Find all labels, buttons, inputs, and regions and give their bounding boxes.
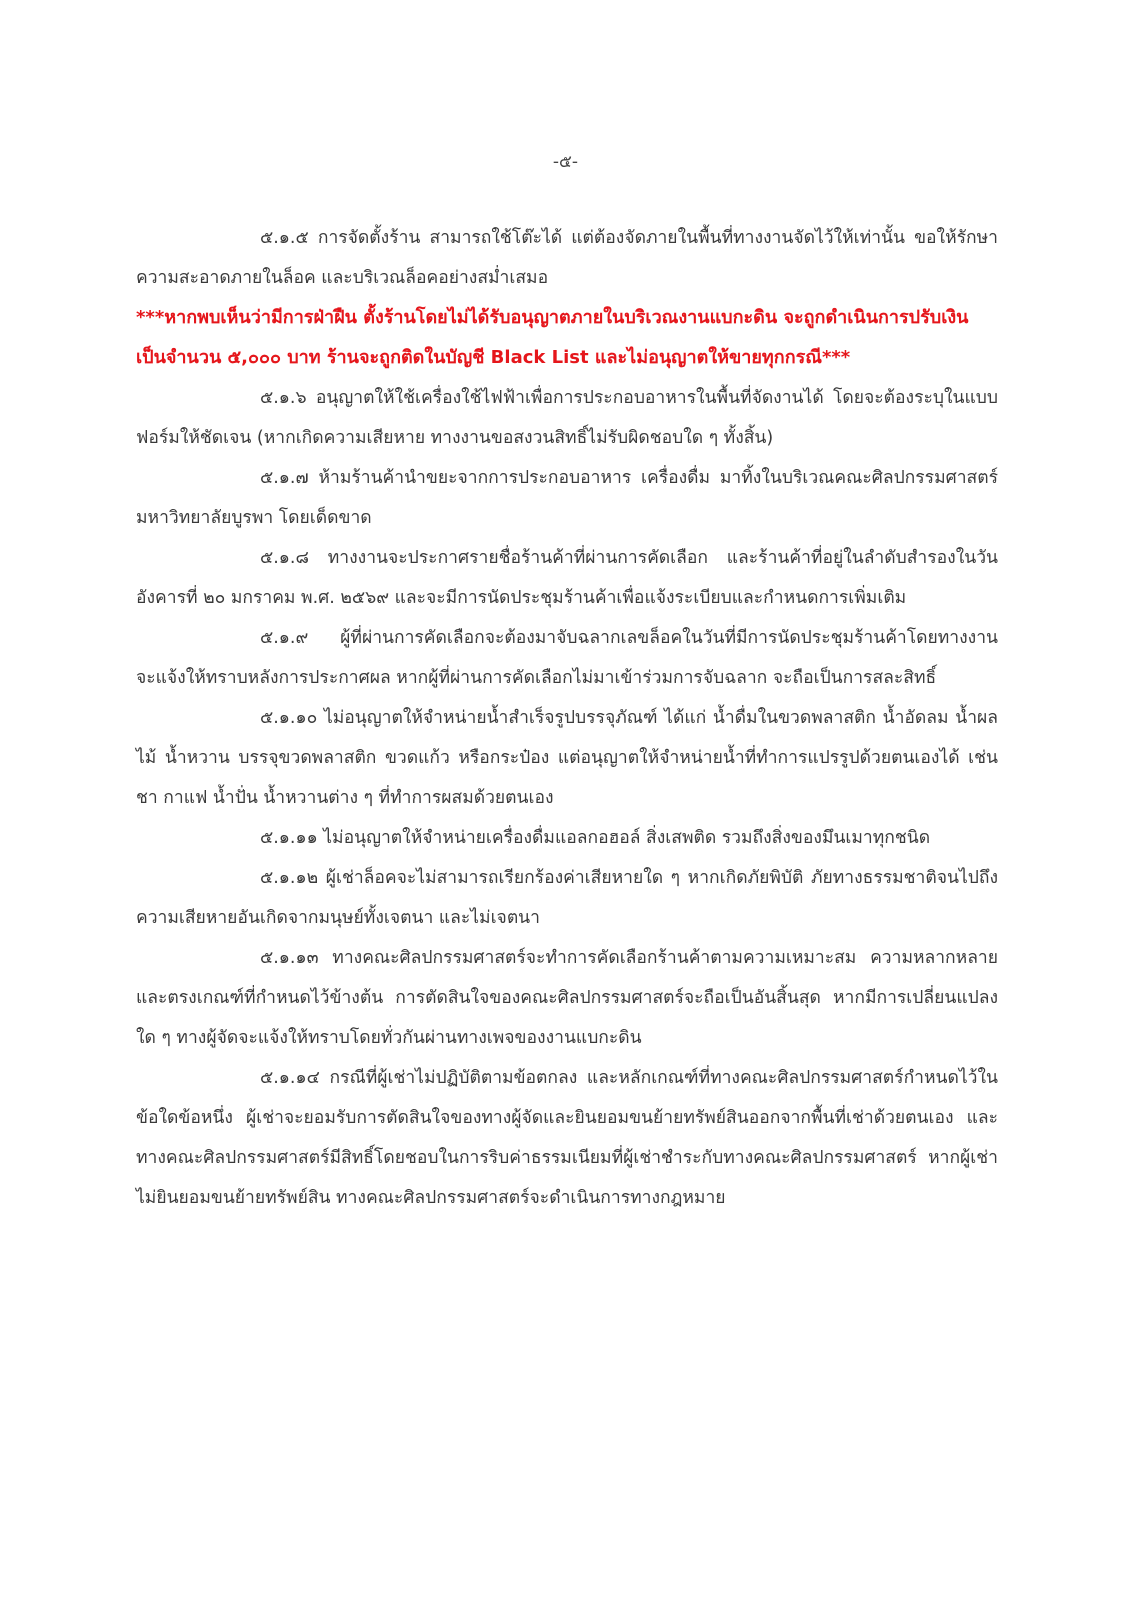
- clause-text: ๕.๑.๖ อนุญาตให้ใช้เครื่องใช้ไฟฟ้าเพื่อการประกอบอาหารในพื้นที่จัดงานได้ โดยจะต้องระบุในแบบฟอร์มให้ชัดเจน (หากเกิดความเสียหาย ทางงานขอสงวนสิทธิ์ไม่รับผิดชอบใด ๆ ทั้งสิ้น): [136, 388, 998, 448]
- warning-notice: ***หากพบเห็นว่ามีการฝ่าฝืน ตั้งร้านโดยไม่ได้รับอนุญาตภายในบริเวณงานแบกะดิน จะถูกดำเนินการปรับเงินเป็นจำนวน ๕,๐๐๐ บาท ร้านจะถูกติดในบัญชี Black List และไม่อนุญาตให้ขายทุกกรณี***: [136, 307, 969, 368]
- clause-5-1-14: [136, 1058, 998, 1218]
- clause-5-1-11: [136, 818, 998, 858]
- clause-text: ๕.๑.๑๑ ไม่อนุญาตให้จำหน่ายเครื่องดื่มแอลกอฮอล์ สิ่งเสพติด รวมถึงสิ่งของมึนเมาทุกชนิด: [260, 828, 931, 848]
- clause-text: ๕.๑.๑๓ ทางคณะศิลปกรรมศาสตร์จะทำการคัดเลือกร้านค้าตามความเหมาะสม ความหลากหลาย และตรงเกณฑ์ที่กำหนดไว้ข้างต้น การตัดสินใจของคณะศิลปกรรมศาสตร์จะถือเป็นอันสิ้นสุด หากมีการเปลี่ยนแปลงใด ๆ ทางผู้จัดจะแจ้งให้ทราบโดยทั่วกันผ่านทางเพจของงานแบกะดิน: [136, 948, 998, 1048]
- clause-5-1-12: [136, 858, 998, 938]
- document-body: [136, 218, 998, 1218]
- clause-5-1-10: [136, 698, 998, 818]
- clause-text: ๕.๑.๑๒ ผู้เช่าล็อคจะไม่สามารถเรียกร้องค่าเสียหายใด ๆ หากเกิดภัยพิบัติ ภัยทางธรรมชาติจนไปถึงความเสียหายอันเกิดจากมนุษย์ทั้งเจตนา และไม่เจตนา: [136, 868, 998, 928]
- clause-5-1-13: [136, 938, 998, 1058]
- clause-5-1-6: [136, 378, 998, 458]
- clause-text: ๕.๑.๘ ทางงานจะประกาศรายชื่อร้านค้าที่ผ่านการคัดเลือก และร้านค้าที่อยู่ในลำดับสำรองในวันอังคารที่ ๒๐ มกราคม พ.ศ. ๒๕๖๙ และจะมีการนัดประชุมร้านค้าเพื่อแจ้งระเบียบและกำหนดการเพิ่มเติม: [136, 548, 998, 608]
- clause-text: ๕.๑.๑๐ ไม่อนุญาตให้จำหน่ายน้ำสำเร็จรูปบรรจุภัณฑ์ ได้แก่ น้ำดื่มในขวดพลาสติก น้ำอัดลม น้ำผลไม้ น้ำหวาน บรรจุขวดพลาสติก ขวดแก้ว หรือกระป๋อง แต่อนุญาตให้จำหน่ายน้ำที่ทำการแปรรูปด้วยตนเองได้ เช่น ชา กาแฟ น้ำปั่น น้ำหวานต่าง ๆ ที่ทำการผสมด้วยตนเอง: [136, 708, 998, 808]
- clause-5-1-5: [136, 218, 998, 298]
- clause-5-1-9: [136, 618, 998, 698]
- clause-text: ๕.๑.๗ ห้ามร้านค้านำขยะจากการประกอบอาหาร เครื่องดื่ม มาทิ้งในบริเวณคณะศิลปกรรมศาสตร์ มหาวิทยาลัยบูรพา โดยเด็ดขาด: [136, 468, 998, 528]
- page-number: -๕-: [552, 152, 579, 172]
- clause-text: ๕.๑.๑๔ กรณีที่ผู้เช่าไม่ปฏิบัติตามข้อตกลง และหลักเกณฑ์ที่ทางคณะศิลปกรรมศาสตร์กำหนดไว้ในข้อใดข้อหนึ่ง ผู้เช่าจะยอมรับการตัดสินใจของทางผู้จัดและยินยอมขนย้ายทรัพย์สินออกจากพื้นที่เช่าด้วยตนเอง และทางคณะศิลปกรรมศาสตร์มีสิทธิ์โดยชอบในการริบค่าธรรมเนียมที่ผู้เช่าชำระกับทางคณะศิลปกรรมศาสตร์ หากผู้เช่าไม่ยินยอมขนย้ายทรัพย์สิน ทางคณะศิลปกรรมศาสตร์จะดำเนินการทางกฎหมาย: [136, 1068, 998, 1208]
- clause-text: ๕.๑.๕ การจัดตั้งร้าน สามารถใช้โต๊ะได้ แต่ต้องจัดภายในพื้นที่ทางงานจัดไว้ให้เท่านั้น ขอให้รักษาความสะอาดภายในล็อค และบริเวณล็อคอย่างสม่ำเสมอ: [136, 228, 998, 288]
- clause-5-1-8: [136, 538, 998, 618]
- clause-text: ๕.๑.๙ ผู้ที่ผ่านการคัดเลือกจะต้องมาจับฉลากเลขล็อคในวันที่มีการนัดประชุมร้านค้าโดยทางงานจะแจ้งให้ทราบหลังการประกาศผล หากผู้ที่ผ่านการคัดเลือกไม่มาเข้าร่วมการจับฉลาก จะถือเป็นการสละสิทธิ์: [136, 628, 998, 688]
- clause-5-1-7: [136, 458, 998, 538]
